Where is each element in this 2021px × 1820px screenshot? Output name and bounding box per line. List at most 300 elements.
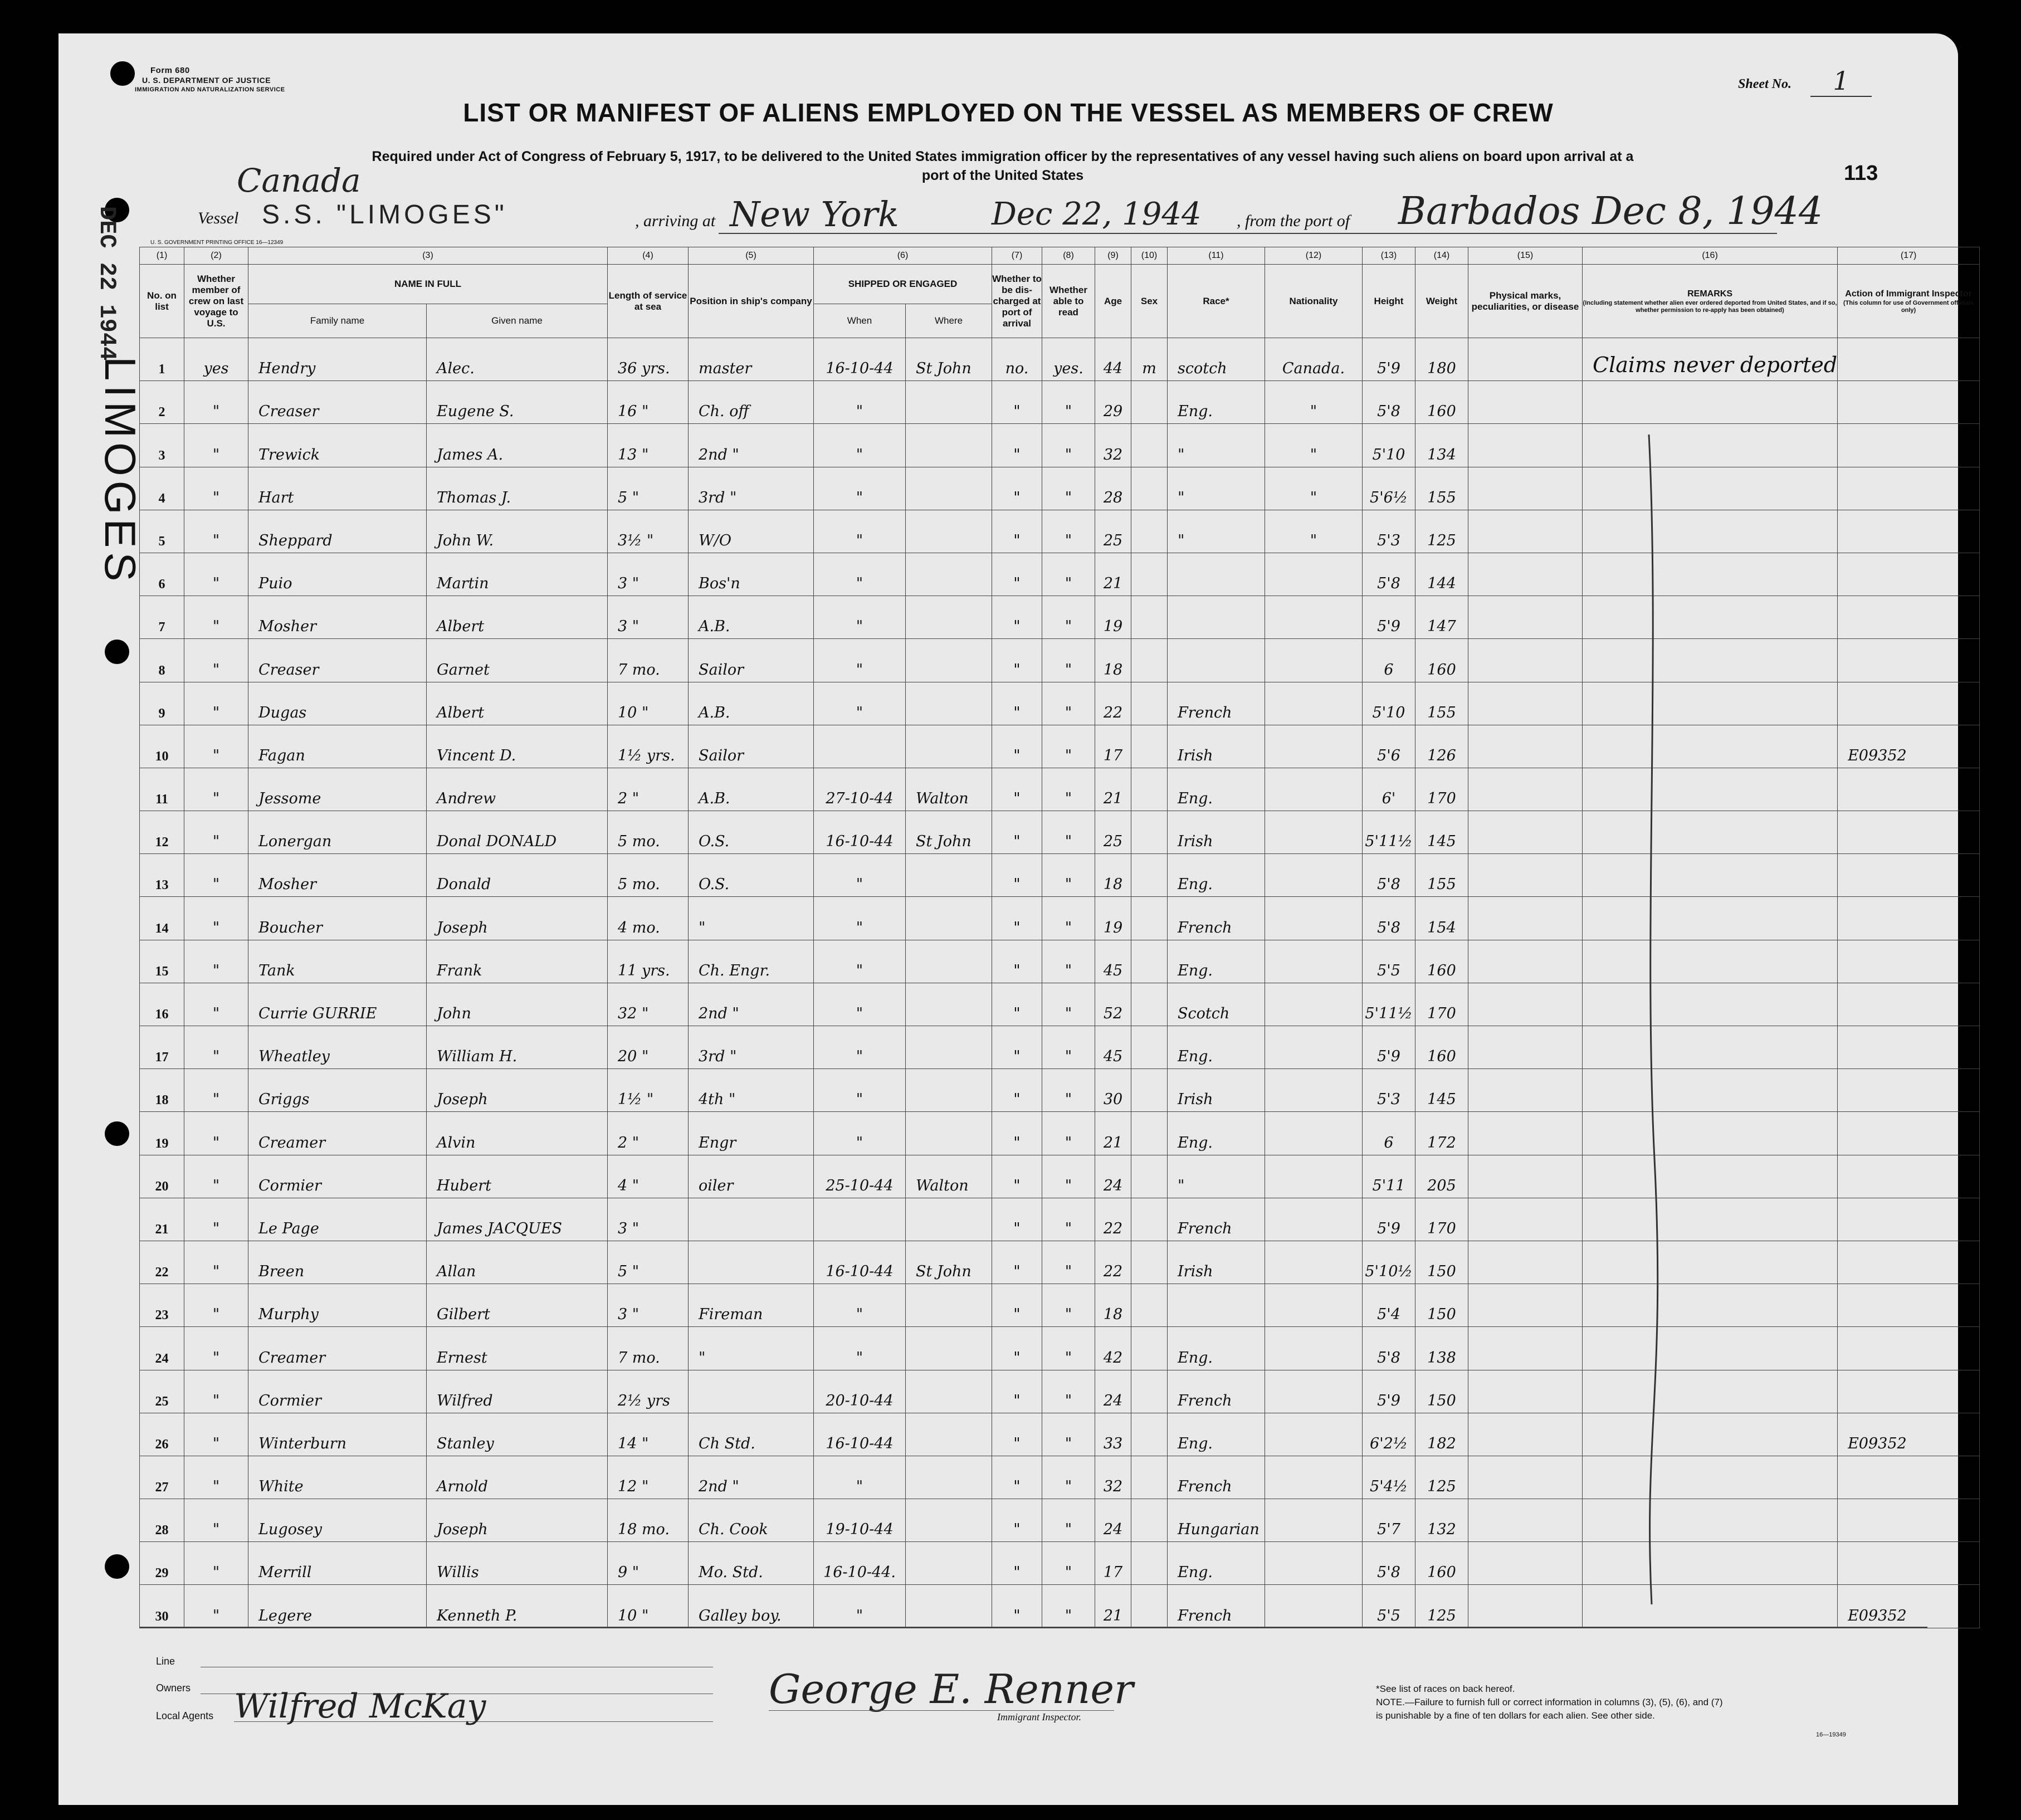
- cell-height: 5'9: [1363, 338, 1415, 381]
- cell-disch: ": [992, 1456, 1042, 1499]
- cell-race: Irish: [1168, 725, 1265, 768]
- subheader-where: Where: [906, 304, 992, 338]
- cell-age: 30: [1095, 1069, 1131, 1112]
- table-row: [140, 1542, 1980, 1585]
- cell-sex: [1131, 682, 1168, 725]
- from-port-label: , from the port of: [1237, 212, 1350, 230]
- header-shipped-engaged: [814, 265, 992, 304]
- cell-given: Wilfred: [427, 1370, 608, 1413]
- cell-sex: [1131, 381, 1168, 424]
- cell-no: 4: [140, 467, 184, 510]
- cell-sex: [1131, 1284, 1168, 1327]
- cell-prev: ": [184, 553, 248, 596]
- cell-where: St John: [906, 811, 992, 854]
- cell-no: 27: [140, 1456, 184, 1499]
- cell-prev: ": [184, 1284, 248, 1327]
- cell-remarks: [1583, 1112, 1838, 1155]
- cell-weight: 205: [1415, 1155, 1468, 1198]
- cell-race: Eng.: [1168, 1542, 1265, 1585]
- local-agents-label: Local Agents: [156, 1710, 214, 1721]
- cell-family: Creamer: [248, 1327, 427, 1370]
- cell-weight: 126: [1415, 725, 1468, 768]
- cell-position: ": [689, 897, 814, 940]
- cell-service: 1½ yrs.: [608, 725, 689, 768]
- cell-no: 30: [140, 1585, 184, 1628]
- cell-nat: [1265, 1456, 1363, 1499]
- cell-where: [906, 553, 992, 596]
- cell-sex: [1131, 1542, 1168, 1585]
- cell-where: Walton: [906, 768, 992, 811]
- cell-sex: [1131, 1585, 1168, 1628]
- cell-action: [1838, 1112, 1980, 1155]
- cell-read: ": [1042, 854, 1095, 897]
- cell-age: 29: [1095, 381, 1131, 424]
- cell-position: A.B.: [689, 768, 814, 811]
- column-number: (1): [140, 247, 184, 265]
- cell-prev: ": [184, 725, 248, 768]
- header-physical-marks: [1468, 265, 1583, 338]
- department-name: U. S. DEPARTMENT OF JUSTICE: [142, 76, 271, 85]
- cell-nat: [1265, 1413, 1363, 1456]
- cell-remarks: [1583, 940, 1838, 983]
- cell-marks: [1468, 381, 1583, 424]
- table-row: [140, 1370, 1980, 1413]
- cell-given: Donald: [427, 854, 608, 897]
- cell-age: 33: [1095, 1413, 1131, 1456]
- column-number: (3): [248, 247, 608, 265]
- column-number: (8): [1042, 247, 1095, 265]
- cell-weight: 150: [1415, 1370, 1468, 1413]
- cell-read: ": [1042, 1284, 1095, 1327]
- cell-action: [1838, 811, 1980, 854]
- cell-height: 5'10: [1363, 424, 1415, 467]
- cell-disch: ": [992, 1112, 1042, 1155]
- cell-no: 8: [140, 639, 184, 682]
- cell-family: Mosher: [248, 854, 427, 897]
- cell-race: Scotch: [1168, 983, 1265, 1026]
- cell-given: Hubert: [427, 1155, 608, 1198]
- cell-nat: [1265, 682, 1363, 725]
- cell-position: Ch. Cook: [689, 1499, 814, 1542]
- cell-action: [1838, 1198, 1980, 1241]
- cell-race: ": [1168, 467, 1265, 510]
- cell-age: 24: [1095, 1499, 1131, 1542]
- cell-marks: [1468, 854, 1583, 897]
- cell-read: ": [1042, 1456, 1095, 1499]
- cell-age: 21: [1095, 768, 1131, 811]
- table-row: [140, 1026, 1980, 1069]
- cell-disch: ": [992, 510, 1042, 553]
- cell-weight: 125: [1415, 1585, 1468, 1628]
- cell-action: [1838, 1241, 1980, 1284]
- line-label: Line: [156, 1656, 175, 1667]
- cell-disch: ": [992, 725, 1042, 768]
- crew-manifest-table: [139, 247, 1980, 1628]
- arrival-date-stamp: DEC 22 1944: [94, 206, 120, 361]
- cell-when: ": [814, 1026, 906, 1069]
- cell-height: 5'9: [1363, 596, 1415, 639]
- cell-nat: ": [1265, 424, 1363, 467]
- cell-prev: ": [184, 381, 248, 424]
- cell-marks: [1468, 897, 1583, 940]
- cell-action: [1838, 1542, 1980, 1585]
- header-label: No. on list: [147, 290, 177, 312]
- cell-disch: no.: [992, 338, 1042, 381]
- cell-read: yes.: [1042, 338, 1095, 381]
- cell-sex: [1131, 1499, 1168, 1542]
- cell-when: 16-10-44.: [814, 1542, 906, 1585]
- cell-position: master: [689, 338, 814, 381]
- cell-nat: [1265, 639, 1363, 682]
- cell-where: [906, 682, 992, 725]
- cell-service: 4 mo.: [608, 897, 689, 940]
- cell-nat: ": [1265, 381, 1363, 424]
- cell-when: 27-10-44: [814, 768, 906, 811]
- cell-when: ": [814, 897, 906, 940]
- cell-family: Creaser: [248, 381, 427, 424]
- table-row: [140, 424, 1980, 467]
- cell-race: Eng.: [1168, 381, 1265, 424]
- cell-family: Fagan: [248, 725, 427, 768]
- cell-weight: 132: [1415, 1499, 1468, 1542]
- cell-remarks: [1583, 854, 1838, 897]
- cell-weight: 155: [1415, 854, 1468, 897]
- cell-nat: [1265, 983, 1363, 1026]
- cell-sex: [1131, 1241, 1168, 1284]
- cell-prev: ": [184, 510, 248, 553]
- cell-marks: [1468, 811, 1583, 854]
- cell-prev: ": [184, 897, 248, 940]
- cell-disch: ": [992, 1542, 1042, 1585]
- column-number: (17): [1838, 247, 1980, 265]
- cell-remarks: [1583, 1413, 1838, 1456]
- header-age: [1095, 265, 1131, 338]
- cell-height: 6'2½: [1363, 1413, 1415, 1456]
- cell-given: Stanley: [427, 1413, 608, 1456]
- arriving-port: New York: [730, 194, 899, 235]
- column-number: (15): [1468, 247, 1583, 265]
- cell-height: 6: [1363, 1112, 1415, 1155]
- cell-height: 5'11: [1363, 1155, 1415, 1198]
- cell-prev: ": [184, 682, 248, 725]
- footer-rule: [139, 1627, 1927, 1628]
- table-row: [140, 1585, 1980, 1628]
- cell-given: James A.: [427, 424, 608, 467]
- cell-no: 26: [140, 1413, 184, 1456]
- cell-no: 1: [140, 338, 184, 381]
- cell-remarks: [1583, 1585, 1838, 1628]
- cell-sex: [1131, 768, 1168, 811]
- cell-family: Sheppard: [248, 510, 427, 553]
- cell-sex: [1131, 467, 1168, 510]
- cell-position: Mo. Std.: [689, 1542, 814, 1585]
- cell-sex: [1131, 639, 1168, 682]
- arrival-date: Dec 22, 1944: [992, 196, 1202, 232]
- cell-disch: ": [992, 854, 1042, 897]
- cell-no: 13: [140, 854, 184, 897]
- cell-given: Alvin: [427, 1112, 608, 1155]
- cell-service: 5 ": [608, 467, 689, 510]
- cell-remarks: [1583, 1155, 1838, 1198]
- column-number: (13): [1363, 247, 1415, 265]
- cell-age: 21: [1095, 1585, 1131, 1628]
- table-row: [140, 682, 1980, 725]
- page-number: 113: [1844, 162, 1878, 185]
- cell-when: 16-10-44: [814, 1413, 906, 1456]
- cell-age: 22: [1095, 1198, 1131, 1241]
- table-row: [140, 854, 1980, 897]
- cell-when: 19-10-44: [814, 1499, 906, 1542]
- cell-weight: 138: [1415, 1327, 1468, 1370]
- cell-where: St John: [906, 338, 992, 381]
- cell-service: 3 ": [608, 1284, 689, 1327]
- remarks-note: (Including statement whether alien ever ordered deported from United States, and if so, whether permission to re-apply has been obtained): [1583, 299, 1837, 314]
- table-row: [140, 1112, 1980, 1155]
- cell-weight: 155: [1415, 467, 1468, 510]
- cell-no: 14: [140, 897, 184, 940]
- cell-sex: [1131, 1112, 1168, 1155]
- cell-action: [1838, 1155, 1980, 1198]
- cell-given: Vincent D.: [427, 725, 608, 768]
- cell-no: 29: [140, 1542, 184, 1585]
- cell-service: 5 mo.: [608, 811, 689, 854]
- cell-where: [906, 983, 992, 1026]
- cell-nat: [1265, 1542, 1363, 1585]
- cell-weight: 144: [1415, 553, 1468, 596]
- cell-race: French: [1168, 682, 1265, 725]
- table-row: [140, 1241, 1980, 1284]
- cell-disch: ": [992, 1026, 1042, 1069]
- cell-prev: ": [184, 1026, 248, 1069]
- cell-position: [689, 1370, 814, 1413]
- cell-height: 5'4½: [1363, 1456, 1415, 1499]
- header-position: [689, 265, 814, 338]
- cell-service: 16 ": [608, 381, 689, 424]
- cell-service: 2½ yrs: [608, 1370, 689, 1413]
- cell-nat: Canada.: [1265, 338, 1363, 381]
- cell-position: 3rd ": [689, 1026, 814, 1069]
- cell-sex: [1131, 983, 1168, 1026]
- cell-given: William H.: [427, 1026, 608, 1069]
- cell-prev: ": [184, 1155, 248, 1198]
- cell-read: ": [1042, 725, 1095, 768]
- sheet-number-label: Sheet No.: [1738, 77, 1791, 91]
- cell-remarks: [1583, 1069, 1838, 1112]
- cell-prev: ": [184, 1069, 248, 1112]
- cell-disch: ": [992, 983, 1042, 1026]
- cell-no: 16: [140, 983, 184, 1026]
- cell-service: 3½ ": [608, 510, 689, 553]
- header-action-inspector: [1838, 265, 1980, 338]
- cell-age: 45: [1095, 940, 1131, 983]
- cell-action: [1838, 424, 1980, 467]
- cell-service: 5 mo.: [608, 854, 689, 897]
- cell-sex: [1131, 1456, 1168, 1499]
- cell-action: [1838, 1370, 1980, 1413]
- cell-given: Frank: [427, 940, 608, 983]
- cell-read: ": [1042, 682, 1095, 725]
- cell-marks: [1468, 1499, 1583, 1542]
- cell-service: 9 ": [608, 1542, 689, 1585]
- penalty-note-1: NOTE.—Failure to furnish full or correct information in columns (3), (5), (6), and (7): [1376, 1697, 1723, 1707]
- cell-age: 28: [1095, 467, 1131, 510]
- cell-sex: m: [1131, 338, 1168, 381]
- cell-age: 42: [1095, 1327, 1131, 1370]
- cell-race: [1168, 596, 1265, 639]
- cell-race: Irish: [1168, 1241, 1265, 1284]
- cell-remarks: [1583, 596, 1838, 639]
- cell-given: Garnet: [427, 639, 608, 682]
- cell-family: Tank: [248, 940, 427, 983]
- cell-position: 3rd ": [689, 467, 814, 510]
- cell-height: 5'7: [1363, 1499, 1415, 1542]
- cell-when: ": [814, 1069, 906, 1112]
- cell-position: A.B.: [689, 682, 814, 725]
- header-nationality: [1265, 265, 1363, 338]
- cell-given: John: [427, 983, 608, 1026]
- cell-where: [906, 1542, 992, 1585]
- cell-weight: 145: [1415, 811, 1468, 854]
- cell-position: Ch. off: [689, 381, 814, 424]
- cell-remarks: [1583, 553, 1838, 596]
- cell-disch: ": [992, 596, 1042, 639]
- vessel-label: Vessel: [198, 209, 239, 227]
- penalty-note-2: is punishable by a fine of ten dollars for each alien. See other side.: [1376, 1710, 1655, 1721]
- cell-race: [1168, 1284, 1265, 1327]
- cell-given: Kenneth P.: [427, 1585, 608, 1628]
- cell-given: Albert: [427, 596, 608, 639]
- subtitle-line-2: port of the United States: [921, 168, 1084, 183]
- cell-race: Hungarian: [1168, 1499, 1265, 1542]
- header-weight: [1415, 265, 1468, 338]
- cell-when: ": [814, 854, 906, 897]
- table-row: [140, 1155, 1980, 1198]
- cell-nat: [1265, 854, 1363, 897]
- cell-prev: ": [184, 1499, 248, 1542]
- cell-action: [1838, 1026, 1980, 1069]
- cell-read: ": [1042, 897, 1095, 940]
- cell-where: [906, 1413, 992, 1456]
- cell-marks: [1468, 1284, 1583, 1327]
- header-label: Nationality: [1289, 295, 1338, 306]
- cell-family: Le Page: [248, 1198, 427, 1241]
- cell-service: 7 mo.: [608, 639, 689, 682]
- cell-remarks: [1583, 811, 1838, 854]
- cell-where: Walton: [906, 1155, 992, 1198]
- cell-disch: ": [992, 811, 1042, 854]
- cell-disch: ": [992, 424, 1042, 467]
- cell-read: ": [1042, 1026, 1095, 1069]
- cell-given: Joseph: [427, 1499, 608, 1542]
- cell-where: [906, 424, 992, 467]
- cell-weight: 160: [1415, 1026, 1468, 1069]
- cell-weight: 150: [1415, 1284, 1468, 1327]
- cell-age: 19: [1095, 897, 1131, 940]
- cell-nat: [1265, 553, 1363, 596]
- cell-height: 5'11½: [1363, 983, 1415, 1026]
- cell-height: 5'10: [1363, 682, 1415, 725]
- cell-action: [1838, 639, 1980, 682]
- departure-port: Barbados Dec 8, 1944: [1398, 189, 1823, 233]
- cell-race: ": [1168, 424, 1265, 467]
- cell-weight: 150: [1415, 1241, 1468, 1284]
- cell-where: [906, 725, 992, 768]
- cell-marks: [1468, 1327, 1583, 1370]
- cell-action: [1838, 983, 1980, 1026]
- table-row: [140, 1413, 1980, 1456]
- inspector-signature: George E. Renner: [769, 1666, 1134, 1712]
- cell-position: 2nd ": [689, 424, 814, 467]
- page-title: LIST OR MANIFEST OF ALIENS EMPLOYED ON THE VESSEL AS MEMBERS OF CREW: [463, 98, 1554, 127]
- cell-nat: [1265, 1284, 1363, 1327]
- cell-no: 21: [140, 1198, 184, 1241]
- cell-disch: ": [992, 553, 1042, 596]
- cell-disch: ": [992, 1198, 1042, 1241]
- cell-when: ": [814, 596, 906, 639]
- cell-marks: [1468, 1241, 1583, 1284]
- cell-where: [906, 1112, 992, 1155]
- cell-age: 18: [1095, 854, 1131, 897]
- cell-remarks: [1583, 1241, 1838, 1284]
- cell-family: Trewick: [248, 424, 427, 467]
- cell-weight: 147: [1415, 596, 1468, 639]
- cell-no: 6: [140, 553, 184, 596]
- cell-family: Griggs: [248, 1069, 427, 1112]
- cell-weight: 172: [1415, 1112, 1468, 1155]
- cell-given: Arnold: [427, 1456, 608, 1499]
- table-row: [140, 1284, 1980, 1327]
- cell-family: Lugosey: [248, 1499, 427, 1542]
- cell-weight: 170: [1415, 983, 1468, 1026]
- cell-marks: [1468, 338, 1583, 381]
- cell-family: Legere: [248, 1585, 427, 1628]
- cell-action: [1838, 940, 1980, 983]
- cell-weight: 160: [1415, 381, 1468, 424]
- cell-when: ": [814, 381, 906, 424]
- cell-marks: [1468, 1456, 1583, 1499]
- table-row: [140, 1069, 1980, 1112]
- cell-family: Breen: [248, 1241, 427, 1284]
- cell-weight: 134: [1415, 424, 1468, 467]
- cell-service: 1½ ": [608, 1069, 689, 1112]
- cell-where: [906, 1284, 992, 1327]
- header-label: Race*: [1203, 295, 1229, 306]
- cell-service: 3 ": [608, 553, 689, 596]
- cell-prev: ": [184, 1112, 248, 1155]
- cell-sex: [1131, 596, 1168, 639]
- cell-nat: [1265, 1327, 1363, 1370]
- cell-race: French: [1168, 1370, 1265, 1413]
- subheader-when: When: [814, 304, 906, 338]
- cell-read: ": [1042, 1499, 1095, 1542]
- cell-no: 12: [140, 811, 184, 854]
- cell-family: Winterburn: [248, 1413, 427, 1456]
- cell-remarks: [1583, 381, 1838, 424]
- cell-prev: ": [184, 596, 248, 639]
- cell-no: 22: [140, 1241, 184, 1284]
- table-row: [140, 940, 1980, 983]
- cell-prev: ": [184, 1241, 248, 1284]
- cell-family: Hart: [248, 467, 427, 510]
- cell-sex: [1131, 854, 1168, 897]
- cell-height: 5'11½: [1363, 811, 1415, 854]
- cell-marks: [1468, 467, 1583, 510]
- cell-marks: [1468, 424, 1583, 467]
- cell-no: 23: [140, 1284, 184, 1327]
- cell-read: ": [1042, 510, 1095, 553]
- cell-no: 24: [140, 1327, 184, 1370]
- cell-no: 3: [140, 424, 184, 467]
